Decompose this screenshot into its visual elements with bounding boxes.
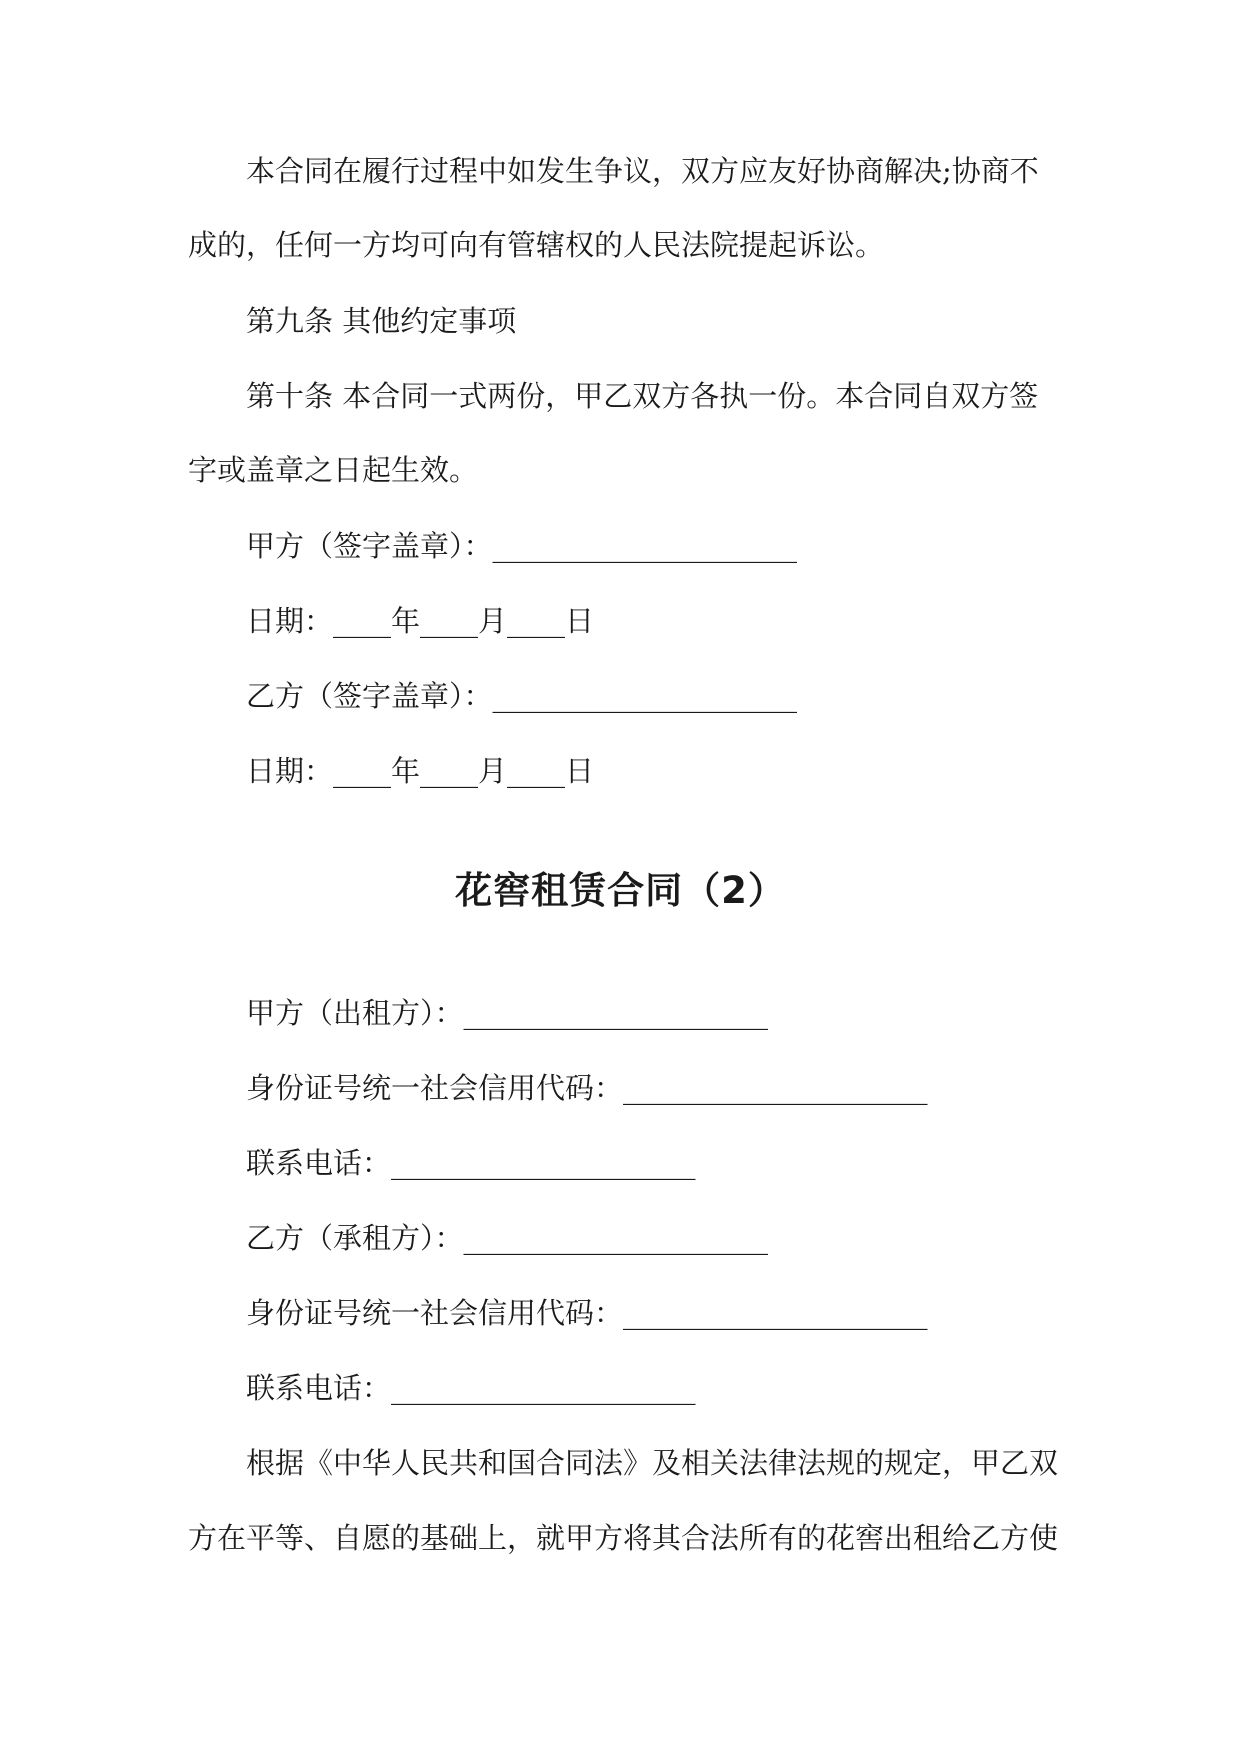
contract-title: 花窖租赁合同（2） [455, 869, 786, 912]
dispute-clause-line-1: 本合同在履行过程中如发生争议，双方应友好协商解决;协商不 [246, 154, 1039, 188]
party-b-signature: 乙方（签字盖章）：_____________________ [246, 679, 798, 713]
lessor-id-field: 身份证号统一社会信用代码：_____________________ [246, 1071, 928, 1105]
party-a-date: 日期：____年____月____日 [246, 604, 595, 638]
lessor-phone-field: 联系电话：_____________________ [246, 1146, 696, 1180]
party-a-signature: 甲方（签字盖章）：_____________________ [246, 529, 798, 563]
lessee-field: 乙方（承租方）：_____________________ [246, 1221, 769, 1255]
dispute-clause-line-2: 成的，任何一方均可向有管辖权的人民法院提起诉讼。 [188, 228, 885, 262]
article-10-line-2: 字或盖章之日起生效。 [188, 453, 479, 487]
lessor-field: 甲方（出租方）：_____________________ [246, 996, 769, 1030]
lessee-id-field: 身份证号统一社会信用代码：_____________________ [246, 1296, 928, 1330]
party-b-date: 日期：____年____月____日 [246, 754, 595, 788]
article-9: 第九条 其他约定事项 [246, 304, 517, 338]
article-10-line-1: 第十条 本合同一式两份，甲乙双方各执一份。本合同自双方签 [246, 379, 1039, 413]
preamble-line-1: 根据《中华人民共和国合同法》及相关法律法规的规定，甲乙双 [246, 1446, 1059, 1480]
lessee-phone-field: 联系电话：_____________________ [246, 1371, 696, 1405]
preamble-line-2: 方在平等、自愿的基础上，就甲方将其合法所有的花窖出租给乙方使 [188, 1521, 1059, 1555]
